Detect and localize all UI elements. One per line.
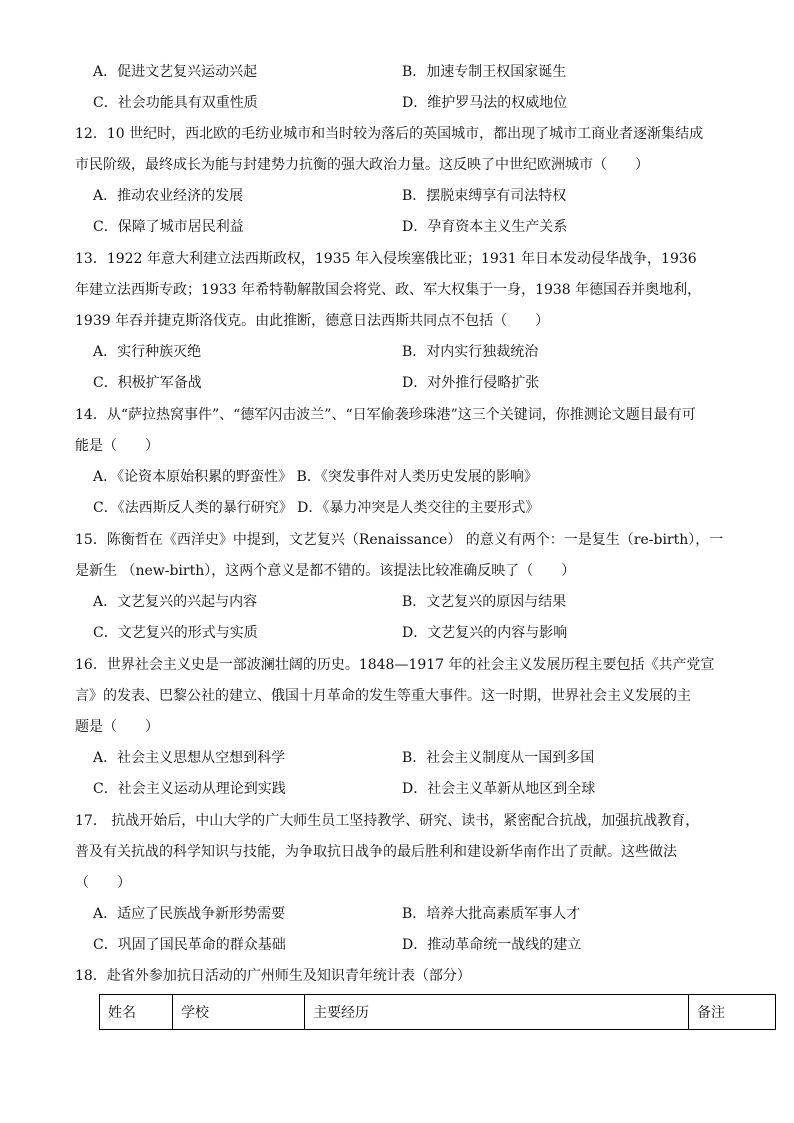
q16-stem-line3: 题是（ ） <box>75 719 159 735</box>
q12-stem-line1: 12．10 世纪时，西北欧的毛纺业城市和当时较为落后的英国城市，都出现了城市工商业者逐渐集结成 <box>75 126 704 142</box>
q15-stem-line1: 15．陈衡哲在《西洋史》中提到，文艺复兴（Renaissance） 的意义有两个：一是复生（re-birth），一 <box>75 532 724 548</box>
q14-options-ab: A．《论资本原始积累的野蛮性》 B．《突发事件对人类历史发展的影响》 <box>93 469 538 485</box>
q16-option-a: A．社会主义思想从空想到科学 <box>93 750 286 766</box>
q15-option-a: A．文艺复兴的兴起与内容 <box>93 594 258 610</box>
q13-stem-line2: 年建立法西斯专政；1933 年希特勒解散国会将党、政、军大权集于一身，1938 年德国吞并奥地利， <box>75 282 702 298</box>
q12-option-b: B．摆脱束缚享有司法特权 <box>402 188 567 204</box>
q18-stat-table <box>99 994 776 1030</box>
q17-option-a: A．适应了民族战争新形势需要 <box>93 906 286 922</box>
q17-stem-line1: 17． 抗战开始后，中山大学的广大师生员工坚持教学、研究、读书，紧密配合抗战，加强抗战教育， <box>75 813 700 829</box>
q12-option-c: C．保障了城市居民利益 <box>93 219 244 235</box>
q15-option-b: B．文艺复兴的原因与结果 <box>402 594 567 610</box>
q14-stem-line1: 14．从“萨拉热窝事件”、“德军闪击波兰”、“日军偷袭珍珠港”这三个关键词，你推测论文题目最有可 <box>75 407 696 423</box>
q11-option-d: D．维护罗马法的权威地位 <box>402 95 568 111</box>
q17-option-b: B．培养大批高素质军事人才 <box>402 906 581 922</box>
table-header-experience: 主要经历 <box>305 995 689 1030</box>
q16-option-b: B．社会主义制度从一国到多国 <box>402 750 595 766</box>
q17-option-d: D．推动革命统一战线的建立 <box>402 937 582 953</box>
q12-option-d: D．孕育资本主义生产关系 <box>402 219 568 235</box>
q14-stem-line2: 能是（ ） <box>75 438 159 454</box>
q13-stem-line3: 1939 年吞并捷克斯洛伐克。由此推断，德意日法西斯共同点不包括（ ） <box>75 313 550 329</box>
q18-stem-line1: 18．赴省外参加抗日活动的广州师生及知识青年统计表（部分） <box>75 968 471 984</box>
q17-stem-line3: （ ） <box>75 875 131 891</box>
q11-option-c: C．社会功能具有双重性质 <box>93 95 258 111</box>
table-header-row <box>100 995 776 1030</box>
q17-stem-line2: 普及有关抗战的科学知识与技能，为争取抗日战争的最后胜利和建设新华南作出了贡献。这些做法 <box>75 844 677 860</box>
q11-option-b: B．加速专制王权国家诞生 <box>402 64 567 80</box>
q16-stem-line2: 言》的发表、巴黎公社的建立、俄国十月革命的发生等重大事件。这一时期，世界社会主义发展的主 <box>75 688 691 704</box>
q15-stem-line2: 是新生 （new-birth），这两个意义是都不错的。该提法比较准确反映了（ ） <box>75 563 576 579</box>
q16-option-d: D．社会主义革新从地区到全球 <box>402 781 596 797</box>
q16-stem-line1: 16．世界社会主义史是一部波澜壮阔的历史。1848—1917 年的社会主义发展历程主要包括《共产党宣 <box>75 657 715 673</box>
q17-option-c: C．巩固了国民革命的群众基础 <box>93 937 286 953</box>
q12-option-a: A．推动农业经济的发展 <box>93 188 244 204</box>
q13-stem-line1: 13．1922 年意大利建立法西斯政权，1935 年入侵埃塞俄比亚；1931 年日本发动侵华战争，1936 <box>75 251 697 267</box>
q12-stem-line2: 市民阶级，最终成长为能与封建势力抗衡的强大政治力量。这反映了中世纪欧洲城市（ ） <box>75 157 649 173</box>
q13-option-a: A．实行种族灭绝 <box>93 344 202 360</box>
table-header-remarks: 备注 <box>689 995 776 1030</box>
q13-option-c: C．积极扩军备战 <box>93 375 202 391</box>
q16-option-c: C．社会主义运动从理论到实践 <box>93 781 286 797</box>
table-header-name: 姓名 <box>100 995 173 1030</box>
table-header-school: 学校 <box>173 995 305 1030</box>
q14-options-cd: C．《法西斯反人类的暴行研究》 D．《暴力冲突是人类交往的主要形式》 <box>93 500 540 516</box>
q15-option-c: C．文艺复兴的形式与实质 <box>93 625 258 641</box>
q11-option-a: A．促进文艺复兴运动兴起 <box>93 64 258 80</box>
q15-option-d: D．文艺复兴的内容与影响 <box>402 625 568 641</box>
q13-option-d: D．对外推行侵略扩张 <box>402 375 540 391</box>
q13-option-b: B．对内实行独裁统治 <box>402 344 539 360</box>
